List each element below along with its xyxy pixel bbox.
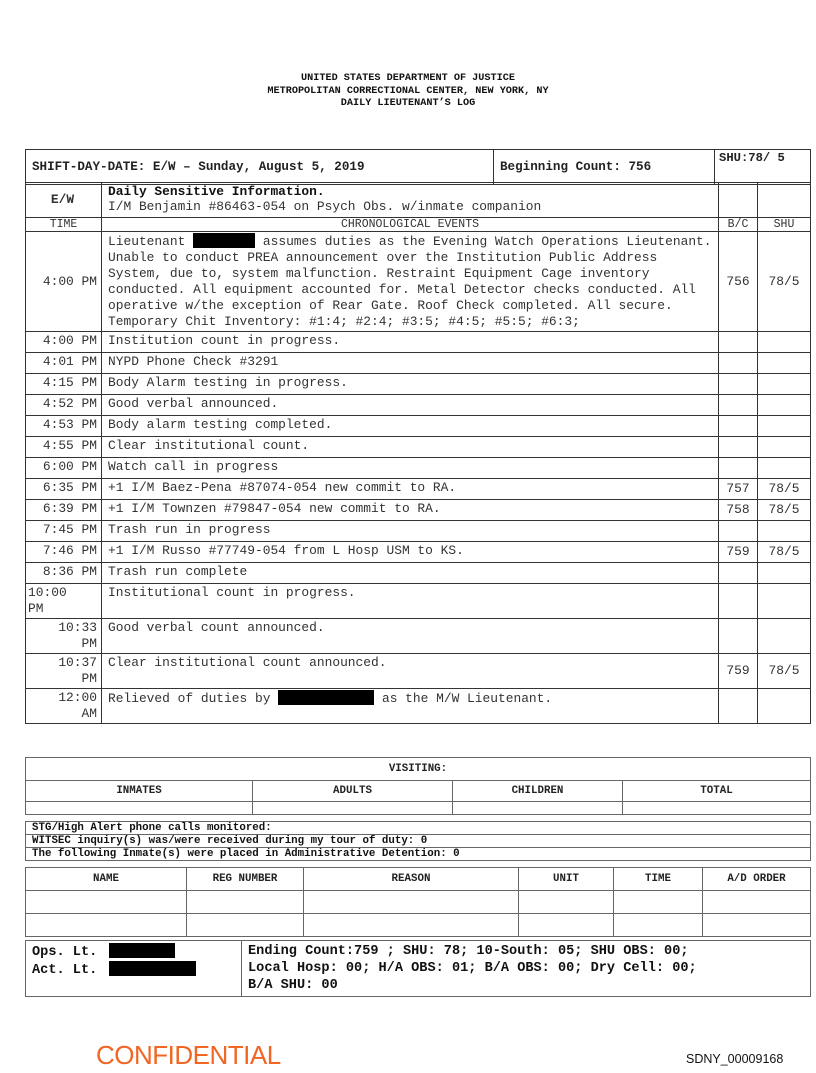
bates-number: SDNY_00009168	[686, 1052, 784, 1066]
entry-shu	[758, 332, 811, 353]
entry-shu	[758, 584, 811, 619]
visiting-col-inmates: INMATES	[26, 781, 253, 802]
entry-bc	[719, 332, 758, 353]
act-lt-line	[32, 961, 235, 979]
log-entry	[26, 332, 811, 353]
redaction-box	[109, 943, 175, 958]
ad-row	[26, 914, 811, 937]
entry-time: 6:35 PM	[26, 479, 102, 500]
entry-time	[26, 619, 102, 654]
beginning-count: Beginning Count: 756	[494, 150, 715, 185]
entry-shu: 78/5	[758, 500, 811, 521]
entry-time	[26, 689, 102, 724]
entry-shu: 78/5	[758, 479, 811, 500]
log-entry	[26, 563, 811, 584]
entry-bc	[719, 353, 758, 374]
entry-shu	[758, 416, 811, 437]
log-entry	[26, 584, 811, 619]
ops-lt-line	[32, 943, 235, 961]
entry-bc	[719, 374, 758, 395]
entry-time: 4:55 PM	[26, 437, 102, 458]
visiting-adults-value	[253, 802, 453, 815]
visiting-table	[25, 757, 811, 815]
document-header	[0, 73, 816, 111]
ad-row	[26, 891, 811, 914]
visiting-title: VISITING:	[26, 758, 811, 781]
dsi-shu	[758, 183, 811, 218]
entry-text: Body alarm testing completed.	[102, 416, 719, 437]
col-header-events: CHRONOLOGICAL EVENTS	[102, 218, 719, 232]
admin-detention-line: The following Inmate(s) were placed in Administrative Detention: 0	[26, 848, 811, 861]
entry-bc: 759	[719, 654, 758, 689]
entry-text: Body Alarm testing in progress.	[102, 374, 719, 395]
ad-cell	[187, 914, 304, 937]
entry-shu	[758, 353, 811, 374]
visiting-inmates-value	[26, 802, 253, 815]
ad-col-time: TIME	[614, 868, 703, 891]
log-entry	[26, 542, 811, 563]
entry-shu: 78/5	[758, 542, 811, 563]
chronological-log	[25, 182, 811, 724]
visiting-col-total: TOTAL	[623, 781, 811, 802]
redaction-box	[193, 233, 255, 248]
entry-bc: 759	[719, 542, 758, 563]
entry-text: +1 I/M Russo #77749-054 from L Hosp USM to KS.	[102, 542, 719, 563]
log-entry	[26, 479, 811, 500]
confidential-stamp: CONFIDENTIAL	[96, 1040, 281, 1070]
log-entry	[26, 232, 811, 332]
dsi-text: I/M Benjamin #86463-054 on Psych Obs. w/inmate companion	[108, 199, 542, 214]
entry-time	[26, 584, 102, 619]
entry-text: Institutional count in progress.	[102, 584, 719, 619]
header-log-title: DAILY LIEUTENANT’S LOG	[340, 98, 476, 109]
entry-time-hour: 10:33	[58, 620, 97, 635]
daily-sensitive-info	[102, 183, 719, 218]
visiting-col-adults: ADULTS	[253, 781, 453, 802]
shift-banner	[25, 149, 811, 185]
ad-cell	[519, 891, 614, 914]
log-entry	[26, 654, 811, 689]
entry-shu	[758, 563, 811, 584]
entry-bc: 757	[719, 479, 758, 500]
entry-bc	[719, 458, 758, 479]
ad-cell	[614, 891, 703, 914]
witsec-line: WITSEC inquiry(s) was/were received during my tour of duty: 0	[26, 835, 811, 848]
summary-line-1: Ending Count:759 ; SHU: 78; 10-South: 05; SHU OBS: 00;	[248, 944, 689, 959]
entry-time: 4:00 PM	[26, 332, 102, 353]
entry-time: 4:00 PM	[26, 232, 102, 332]
entry-text: Trash run in progress	[102, 521, 719, 542]
info-lines	[25, 821, 811, 861]
ending-summary	[242, 941, 811, 997]
entry-time-ampm: AM	[81, 706, 97, 721]
log-entry	[26, 458, 811, 479]
stg-calls-line: STG/High Alert phone calls monitored:	[26, 822, 811, 835]
col-header-shu: SHU	[758, 218, 811, 232]
entry-text-prefix: Lieutenant	[108, 234, 186, 249]
shift-day-date: SHIFT-DAY-DATE: E/W – Sunday, August 5, 2019	[26, 150, 494, 185]
entry-time: 6:00 PM	[26, 458, 102, 479]
redaction-box	[278, 690, 374, 705]
entry-time: 7:45 PM	[26, 521, 102, 542]
entry-shu	[758, 689, 811, 724]
ad-cell	[187, 891, 304, 914]
ad-col-reason: REASON	[304, 868, 519, 891]
ad-cell	[519, 914, 614, 937]
entry-text: +1 I/M Townzen #79847-054 new commit to RA.	[102, 500, 719, 521]
entry-time-ampm: PM	[81, 636, 97, 651]
entry-bc	[719, 619, 758, 654]
ops-lt-label: Ops. Lt.	[32, 945, 98, 960]
log-entry	[26, 437, 811, 458]
header-facility: METROPOLITAN CORRECTIONAL CENTER, NEW YORK, NY	[267, 85, 549, 97]
entry-text-prefix: Relieved of duties by	[108, 691, 271, 706]
entry-time-hour: 10:37	[58, 655, 97, 670]
entry-text: Good verbal count announced.	[102, 619, 719, 654]
entry-text: Clear institutional count.	[102, 437, 719, 458]
entry-shu	[758, 521, 811, 542]
ad-col-order: A/D ORDER	[703, 868, 811, 891]
ad-cell	[26, 914, 187, 937]
log-entry	[26, 689, 811, 724]
visiting-total-value	[623, 802, 811, 815]
summary-line-2: Local Hosp: 00; H/A OBS: 01; B/A OBS: 00; Dry Cell: 00;	[248, 961, 697, 976]
entry-bc	[719, 584, 758, 619]
col-header-time: TIME	[26, 218, 102, 232]
entry-text: Clear institutional count announced.	[102, 654, 719, 689]
entry-text	[102, 232, 719, 332]
ad-col-name: NAME	[26, 868, 187, 891]
log-entry	[26, 416, 811, 437]
entry-time: 4:15 PM	[26, 374, 102, 395]
signatures	[26, 941, 242, 997]
entry-shu	[758, 395, 811, 416]
ad-cell	[703, 891, 811, 914]
entry-text-rest: as the M/W Lieutenant.	[381, 691, 553, 706]
entry-shu: 78/5	[758, 654, 811, 689]
entry-bc	[719, 416, 758, 437]
entry-bc	[719, 689, 758, 724]
visiting-col-children: CHILDREN	[453, 781, 623, 802]
entry-bc	[719, 395, 758, 416]
signature-summary	[25, 940, 811, 997]
ad-cell	[614, 914, 703, 937]
entry-time-ampm: PM	[28, 601, 44, 616]
col-header-bc: B/C	[719, 218, 758, 232]
ad-cell	[703, 914, 811, 937]
entry-text-rest: assumes duties as the Evening Watch Operations Lieutenant. Unable to conduct PREA announcement over the Institution Public Address System, due to, system malfunction. Restraint Equipment Cage inventory conducted. All equipment accounted for. Metal Detector checks conducted. All operative w/the exception of Rear Gate. Roof Check completed. All secure. Temporary Chit Inventory: #1:4; #2:4; #3:5; #4:5; #5:5; #6:3;	[108, 234, 712, 329]
entry-time-hour: 10:00	[28, 585, 67, 600]
entry-bc	[719, 437, 758, 458]
entry-bc	[719, 521, 758, 542]
ad-col-reg-number: REG NUMBER	[187, 868, 304, 891]
admin-detention-table	[25, 867, 811, 937]
entry-bc: 758	[719, 500, 758, 521]
ad-cell	[304, 891, 519, 914]
log-entry	[26, 353, 811, 374]
entry-text: Institution count in progress.	[102, 332, 719, 353]
shift-code: E/W	[26, 183, 102, 218]
entry-time: 7:46 PM	[26, 542, 102, 563]
log-entry	[26, 521, 811, 542]
log-entry	[26, 619, 811, 654]
entry-bc: 756	[719, 232, 758, 332]
visiting-children-value	[453, 802, 623, 815]
entry-text: +1 I/M Baez-Pena #87074-054 new commit to RA.	[102, 479, 719, 500]
entry-text	[102, 689, 719, 724]
ad-col-unit: UNIT	[519, 868, 614, 891]
ad-cell	[26, 891, 187, 914]
header-agency: UNITED STATES DEPARTMENT OF JUSTICE	[301, 73, 515, 84]
entry-shu	[758, 458, 811, 479]
log-entry	[26, 395, 811, 416]
log-entry	[26, 500, 811, 521]
entry-time: 8:36 PM	[26, 563, 102, 584]
entry-text: Good verbal announced.	[102, 395, 719, 416]
entry-shu	[758, 437, 811, 458]
entry-time	[26, 654, 102, 689]
dsi-title: Daily Sensitive Information.	[108, 184, 325, 199]
redaction-box	[109, 961, 196, 976]
entry-text: Trash run complete	[102, 563, 719, 584]
act-lt-label: Act. Lt.	[32, 963, 98, 978]
entry-time: 4:53 PM	[26, 416, 102, 437]
entry-time: 6:39 PM	[26, 500, 102, 521]
ad-cell	[304, 914, 519, 937]
entry-shu	[758, 374, 811, 395]
log-entry	[26, 374, 811, 395]
entry-time: 4:01 PM	[26, 353, 102, 374]
entry-time-hour: 12:00	[58, 690, 97, 705]
entry-text: NYPD Phone Check #3291	[102, 353, 719, 374]
entry-text: Watch call in progress	[102, 458, 719, 479]
entry-bc	[719, 563, 758, 584]
entry-time: 4:52 PM	[26, 395, 102, 416]
dsi-bc	[719, 183, 758, 218]
summary-line-3: B/A SHU: 00	[248, 978, 338, 993]
entry-time-ampm: PM	[81, 671, 97, 686]
entry-shu	[758, 619, 811, 654]
entry-shu: 78/5	[758, 232, 811, 332]
beginning-shu: SHU:78/ 5	[715, 150, 811, 185]
